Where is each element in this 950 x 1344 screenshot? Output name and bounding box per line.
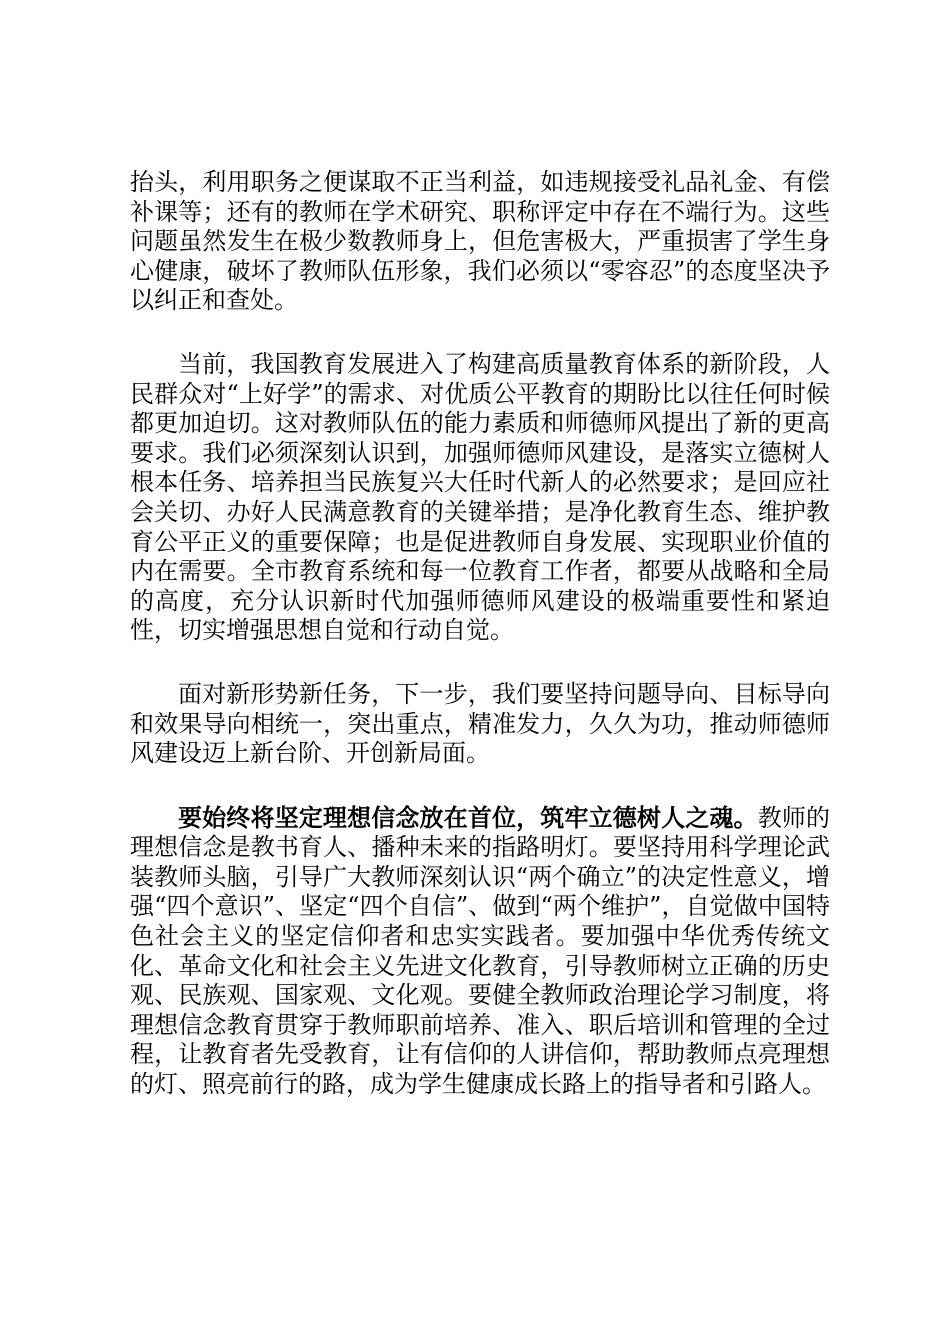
paragraph-ideals-beliefs [130,803,830,1100]
paragraph-next-steps [130,680,830,769]
paragraph-text: 面对新形势新任务，下一步，我们要坚持问题导向、目标导向和效果导向相统一，突出重点，精准发力，久久为功，推动师德师风建设迈上新台阶、开创新局面。 [130,679,830,768]
paragraph-text: 教师的理想信念是教书育人、播种未来的指路明灯。要坚持用科学理论武装教师头脑，引导广大教师深刻认识“两个确立”的决定性意义，增强“四个意识”、坚定“四个自信”、做到“两个维护”，自觉做中国特色社会主义的坚定信仰者和忠实实践者。要加强中华优秀传统文化、革命文化和社会主义先进文化教育，引导教师树立正确的历史观、民族观、国家观、文化观。要健全教师政治理论学习制度，将理想信念教育贯穿于教师职前培养、准入、职后培训和管理的全过程，让教育者先受教育，让有信仰的人讲信仰，帮助教师点亮理想的灯、照亮前行的路，成为学生健康成长路上的指导者和引路人。 [130,803,831,1099]
paragraph-text: 当前，我国教育发展进入了构建高质量教育体系的新阶段，人民群众对“上好学”的需求、对优质公平教育的期盼比以往任何时候都更加迫切。这对教师队伍的能力素质和师德师风提出了新的更高要求。我们必须深刻认识到，加强师德师风建设，是落实立德树人根本任务、培养担当民族复兴大任时代新人的必然要求；是回应社会关切、办好人民满意教育的关键举措；是净化教育生态、维护教育公平正义的重要保障；也是促进教师自身发展、实现职业价值的内在需要。全市教育系统和每一位教育工作者，都要从战略和全局的高度，充分认识新时代加强师德师风建设的极端重要性和紧迫性，切实增强思想自觉和行动自觉。 [130,349,830,645]
paragraph-continuation [130,168,830,316]
paragraph-text: 抬头，利用职务之便谋取不正当利益，如违规接受礼品礼金、有偿补课等；还有的教师在学术研究、职称评定中存在不端行为。这些问题虽然发生在极少数教师身上，但危害极大，严重损害了学生身心健康，破坏了教师队伍形象，我们必须以“零容忍”的态度坚决予以纠正和查处。 [130,168,830,315]
paragraph-current-situation [130,350,830,646]
document-page [130,168,830,1134]
paragraph-heading: 要始终将坚定理想信念放在首位，筑牢立德树人之魂。 [178,802,758,832]
